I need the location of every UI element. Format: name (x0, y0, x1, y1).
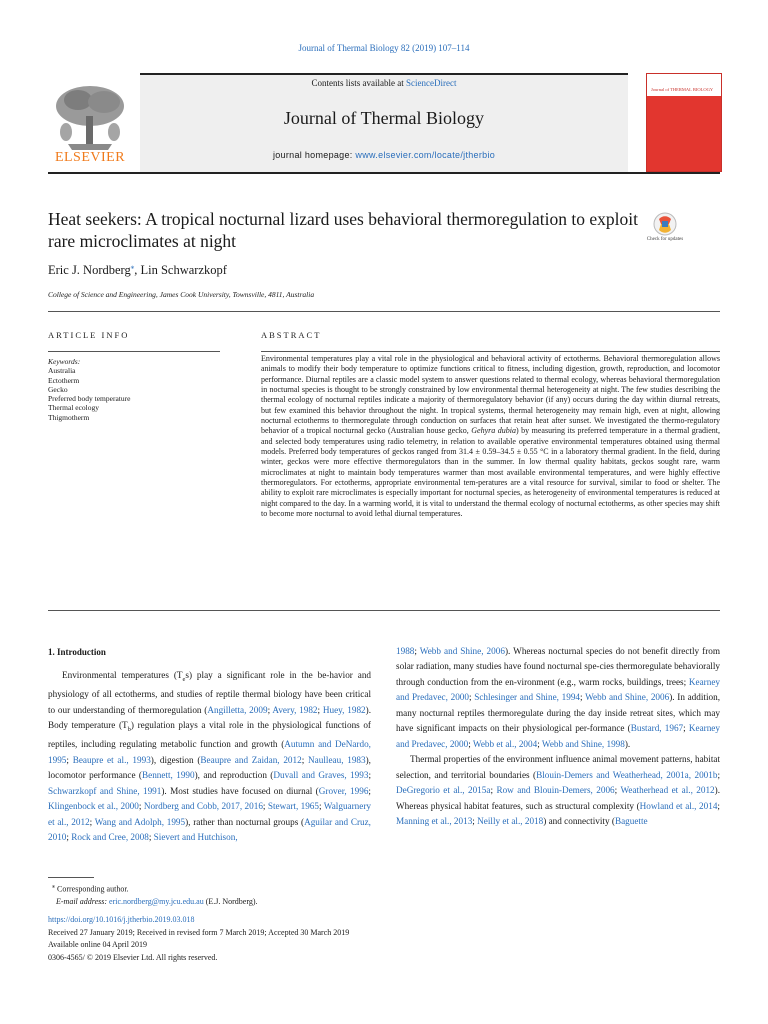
abstract-text (261, 354, 720, 520)
contents-prefix: Contents lists available at (311, 78, 406, 88)
citation-link[interactable]: Wang and Adolph, 1995 (94, 816, 186, 827)
citation-link[interactable]: Blouin-Demers and Weatherhead, 2001a, 2001b (536, 769, 718, 780)
keywords-label: Keywords: (48, 357, 81, 366)
citation-link[interactable]: Klingenbock et al., 2000 (48, 801, 139, 812)
text: ). Whereas nocturnal species do not benefit directly from solar radiation, many studies have found nocturnal spe-cies thermoregulate behaviorally through conduction from the en-vironment (e.g., warm rocks, buildings, trees; (396, 646, 721, 687)
text: ). Body temperature (T (48, 704, 371, 731)
citation-link[interactable]: Schwarzkopf and Shine, 1991 (48, 785, 162, 796)
subscript-e: e (182, 675, 186, 683)
citation-link[interactable]: Angilletta, 2009 (207, 704, 268, 715)
section-rule-bottom (48, 610, 720, 611)
text: ). (624, 738, 631, 749)
footnote-text: Corresponding author. (55, 884, 129, 894)
text: s) play a significant role in the be-havior and physiology of all ectotherms, and studies of reptile thermal biology have been critical to our understanding of thermoregulation ( (48, 670, 372, 715)
citation-link[interactable]: Avery, 1982 (272, 704, 318, 715)
citation-link[interactable]: Webb and Shine, 1998 (541, 738, 625, 749)
citation-link[interactable]: Aguilar and Cruz, 2010 (48, 816, 371, 843)
citation-link[interactable]: Grover, 1996 (318, 785, 369, 796)
citation-link[interactable]: Sievert and Hutchison, (153, 832, 238, 843)
journal-reference-link[interactable]: Journal of Thermal Biology 82 (2019) 107–114 (298, 43, 470, 53)
check-for-updates-icon (645, 211, 685, 237)
homepage-link[interactable]: www.elsevier.com/locate/jtherbio (355, 150, 496, 160)
footnote-rule (48, 877, 94, 878)
keyword-item: Australia (48, 366, 76, 376)
cover-title: Journal of THERMAL BIOLOGY (651, 87, 714, 92)
article-info-rule (48, 351, 220, 352)
intro-paragraph-1 (48, 668, 371, 846)
elsevier-wordmark: ELSEVIER (54, 150, 126, 165)
citation-link[interactable]: Webb et al., 2004 (472, 738, 538, 749)
body-column-right (396, 644, 720, 829)
text: ). Most studies have focused on diurnal ( (161, 785, 319, 796)
journal-title: Journal of Thermal Biology (283, 108, 485, 128)
text: ), locomotor performance ( (48, 754, 371, 781)
citation-link[interactable]: 1988 (396, 646, 415, 656)
text: ; (262, 801, 268, 812)
citation-link[interactable]: Howland et al., 2014 (639, 800, 718, 811)
doi-link[interactable]: https://doi.org/10.1016/j.jtherbio.2019.03.018 (48, 915, 195, 924)
email-line (48, 896, 258, 909)
abstract-rule (261, 351, 720, 352)
affiliation: College of Science and Engineering, James Cook University, Townsville, 4811, Australia (48, 290, 315, 299)
citation-link[interactable]: Row and Blouin-Demers, 2006 (496, 785, 615, 796)
citation-link[interactable]: Beaupre and Zaidan, 2012 (200, 754, 302, 765)
cover-top-strip (647, 74, 721, 96)
text: ; (368, 785, 371, 796)
keyword-item: Preferred body temperature (48, 394, 131, 404)
citation-link[interactable]: Rock and Cree, 2008 (71, 832, 149, 843)
homepage-prefix: journal homepage: (272, 150, 356, 160)
citation-link[interactable]: Huey, 1982 (322, 704, 366, 715)
citation-link[interactable]: Kearney and Predavec, 2000 (396, 676, 720, 703)
footnote (48, 881, 258, 909)
citation-link[interactable]: Weatherhead et al., 2012 (620, 785, 715, 796)
citation-link[interactable]: Schlesinger and Shine, 1994 (474, 692, 581, 703)
text: ; (580, 692, 586, 703)
text: ; (490, 785, 497, 796)
keywords-block (48, 357, 220, 422)
keyword-item: Gecko (48, 384, 68, 394)
citation-link[interactable]: Autumn and DeNardo, 1995 (48, 739, 371, 765)
check-for-updates-button[interactable] (645, 211, 685, 257)
sciencedirect-link[interactable]: ScienceDirect (406, 78, 457, 88)
citation-link[interactable]: Nordberg and Cobb, 2017, 2016 (143, 801, 263, 812)
citation-link[interactable]: Bustard, 1967 (630, 723, 684, 734)
text: ) regulation plays a vital role in the physiological functions of reptiles, including regulating metabolic function and growth ( (48, 720, 371, 750)
text: ). Whereas physical habitat features, such as structural complexity ( (396, 785, 721, 811)
text: ; (468, 692, 475, 703)
text: ) and connectivity ( (543, 815, 615, 826)
text: ; (368, 770, 371, 781)
text: ; (537, 738, 542, 749)
text: ; (717, 800, 720, 811)
text: ; (317, 704, 323, 715)
intro-paragraph-2 (396, 752, 720, 829)
email-suffix: (E.J. Nordberg). (203, 897, 258, 907)
abstract-part-1: Environmental temperatures play a vital role in the physiological and behavioral activity of ectotherms. Behavioral thermoregulation allows animals to modify their body temperature to optimize functions critical to fitness, including digestion, growth, reproduction, and locomotor performance. Diurnal reptiles are a classic model system to answer questions related to thermal ecology, whereas behavioral thermoregulation in nocturnal species is thought to be strongly constrained by low environmental thermal heterogeneity at night. The few studies describing the thermal ecology of nocturnal reptiles indicate a majority of thermoregulatory behavior (if any) occurs during the day within diurnal retreats, but few examined this behavior throughout the night. In tropical systems, thermal heterogeneity may remain high, even at night, allowing nocturnal ectotherms to thermoregulate through conduction on surfaces that retain heat after sunset. We investigated the thermo-regulatory behavior of a tropical nocturnal gecko (Australian house gecko, (261, 354, 720, 436)
text: ; (319, 801, 324, 812)
author-separator: , (134, 263, 141, 278)
email-link[interactable]: eric.nordberg@my.jcu.edu.au (109, 897, 204, 907)
keyword-item: Thermal ecology (48, 403, 100, 413)
journal-homepage-line (140, 150, 628, 160)
paper-title: Heat seekers: A tropical nocturnal lizard uses behavioral thermoregulation to exploit rare microclimates at night (48, 209, 638, 251)
abstract-heading: ABSTRACT (261, 330, 322, 340)
text: ; (301, 754, 309, 765)
author-nordberg[interactable]: Eric J. Nordberg (48, 263, 131, 278)
text: Environmental temperatures (T (62, 670, 183, 680)
citation-link[interactable]: Baguette (614, 815, 648, 826)
contents-line (140, 78, 628, 88)
body-column-left (48, 668, 371, 846)
text: ), and reproduction ( (194, 770, 274, 781)
text: Thermal properties of the environment influence animal movement patterns, habitat selection, and territorial boundaries ( (396, 754, 720, 780)
copyright: 0306-4565/ © 2019 Elsevier Ltd. All rights reserved. (48, 952, 218, 962)
text: ; (683, 723, 689, 734)
citation-link[interactable]: Walguarnery et al., 2012 (48, 801, 371, 827)
text: ; (138, 801, 144, 812)
text: ; (614, 785, 621, 796)
available-online: Available online 04 April 2019 (48, 940, 147, 949)
header-bottom-rule (48, 172, 720, 174)
journal-cover-thumbnail[interactable] (646, 73, 722, 172)
text: ; (89, 816, 95, 827)
text: ; (267, 704, 273, 715)
citation-link[interactable]: Manning et al., 2013 (396, 815, 473, 826)
received-dates: Received 27 January 2019; Received in revised form 7 March 2019; Accepted 30 March 2019 (48, 927, 350, 937)
text: ; (472, 815, 478, 826)
citation-link[interactable]: Kearney and Predavec, 2000 (396, 723, 720, 749)
text: ; (66, 754, 73, 765)
footnote-mark: ⁎ (52, 884, 55, 890)
citation-link[interactable]: DeGregorio et al., 2015a (396, 785, 491, 796)
text: ), rather than nocturnal groups ( (185, 816, 305, 827)
abstract-part-2: ) by measuring its preferred temperature in a thermal gradient, and selected body temperatures using radio telemetry, in relation to available operative environmental temperatures obtained using thermal models. Preferred body temperatures of geckos ranged from 31.4 ± 0.59–34.5 ± 0.55 °C in a laboratory thermal gradient. In the field, during winter, geckos were more effective thermoregulators than in the summer. In low thermal quality habitats, geckos sought rare, warm microclimates at night to maintain body temperatures warmer than most available environmental temperatures, and were highly effective thermoregulators. For ectotherms, appropriate environmental tem-peratures are a vital resource for survival, similar to food or shelter. The ability to exploit rare microclimates is especially important for nocturnal species, as heterogeneity of environmental temperatures is reduced at night compared to the day. In a warming world, it is vital to understand the thermal ecology of nocturnal ectotherms, as other species may shift to become more nocturnal to avoid lethal diurnal temperatures. (261, 426, 721, 519)
text: ), digestion ( (150, 754, 201, 765)
citation-link[interactable]: Webb and Shine, 2006 (585, 692, 670, 703)
text: ). In addition, many nocturnal reptiles thermoregulate during the day inside retreat sites, which may have significant impacts on their physiological per-formance ( (396, 692, 721, 734)
article-metadata (48, 914, 349, 964)
text: ; (66, 832, 72, 843)
citation-link[interactable]: Beaupre et al., 1993 (72, 754, 151, 765)
email-label: E-mail address: (56, 897, 108, 907)
article-info-heading: ARTICLE INFO (48, 330, 130, 340)
citation-link[interactable]: Stewart, 1965 (267, 801, 319, 812)
introduction-heading: 1. Introduction (48, 647, 106, 657)
text: ; (717, 769, 721, 780)
text: ; (468, 738, 473, 749)
citation-link[interactable]: Neilly et al., 2018 (477, 815, 544, 826)
author-schwarzkopf[interactable]: Lin Schwarzkopf (140, 263, 227, 278)
species-name: Gehyra dubia (471, 426, 516, 436)
author-line (48, 263, 227, 278)
keyword-item: Ectotherm (48, 375, 80, 385)
keyword-item: Thigmotherm (48, 412, 90, 422)
citation-link[interactable]: Webb and Shine, 2006 (419, 646, 505, 656)
citation-link[interactable]: Naulleau, 1983 (308, 754, 366, 765)
citation-link[interactable]: Duvall and Graves, 1993 (273, 770, 369, 781)
section-rule (48, 311, 720, 312)
subscript-b: b (127, 726, 131, 734)
text: ; (148, 832, 154, 843)
text: ; (414, 646, 420, 656)
intro-paragraph-1-continued (396, 644, 720, 752)
corresponding-author-note (48, 881, 258, 896)
corresponding-author-mark[interactable]: ⁎ (130, 263, 135, 271)
citation-link[interactable]: Bennett, 1990 (141, 770, 195, 781)
check-for-updates-label: Check for updates (646, 237, 684, 242)
